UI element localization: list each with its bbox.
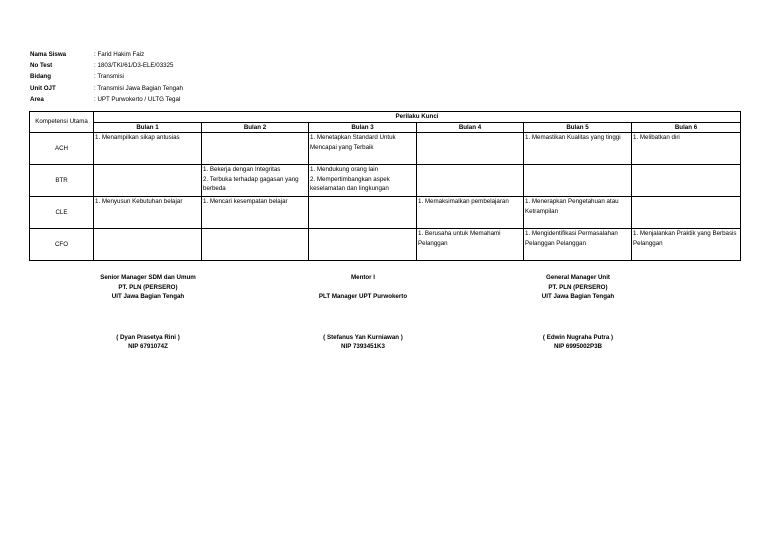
month-header: Bulan 5 [524,122,632,133]
signature-title: Senior Manager SDM dan Umum [100,274,196,281]
table-cell: 1. Mendukung orang lain 2. Mempertimbangkan aspek keselamatan dan lingkungan [309,165,417,197]
competency-header: Kompetensi Utama [30,112,94,133]
info-value: : 1803/TKI/61/D3-ELE/03325 [94,62,174,70]
signature-nip: NIP 7393451K3 [341,343,385,350]
signature-org [275,283,451,293]
table-cell [94,165,202,197]
month-header: Bulan 2 [202,122,309,133]
info-value: : Transmisi Jawa Bagian Tengah [94,84,183,92]
signature-name: ( Stefanus Yan Kurniawan ) [323,334,403,341]
table-cell [632,197,741,229]
signature-title: General Manager Unit [546,274,610,281]
competency-table [29,111,741,261]
table-cell [202,133,309,165]
table-row [30,133,741,165]
table-cell [417,165,524,197]
table-cell [309,197,417,229]
table-cell [309,229,417,261]
info-value: : Farid Hakim Faiz [94,50,145,58]
signature-title: Mentor I [350,274,376,281]
table-cell [417,133,524,165]
competency-code: CLE [30,197,94,229]
competency-code: BTR [30,165,94,197]
info-label: Bidang [30,73,51,81]
signature-name: ( Dyan Prasetya Rini ) [116,334,180,341]
info-label: Unit OJT [30,84,56,92]
table-cell [94,229,202,261]
table-cell: 1. Bekerja dengan Integritas 2. Terbuka terhadap gagasan yang berbeda [202,165,309,197]
info-row-unit [30,83,183,94]
table-cell [524,165,632,197]
signature-unit: UIT Jawa Bagian Tengah [111,293,185,301]
info-row-name [30,49,183,60]
month-header: Bulan 1 [94,122,202,133]
signature-block-sdm [60,273,236,350]
table-cell: 1. Mencari kesempatan belajar [202,197,309,229]
competency-code: CFO [30,229,94,261]
signature-nip: NIP 6995002P3B [553,343,603,350]
table-cell: 1. Melibatkan diri [632,133,741,165]
signature-nip: NIP 6791074Z [128,343,168,350]
table-cell: 1. Menampilkan sikap antusias [94,133,202,165]
table-cell: 1. Memaksimalkan pembelajaran [417,197,524,229]
info-label: No Test [30,62,53,70]
month-header: Bulan 3 [309,122,417,133]
info-row-area [30,94,183,105]
signature-unit: UIT Jawa Bagian Tengah [541,293,615,301]
info-row-test [30,60,183,71]
table-row [30,197,741,229]
table-cell: 1. Menjalankan Praktik yang Berbasis Pelanggan [632,229,741,261]
table-row [30,229,741,261]
info-value: : Transmisi [94,73,124,81]
table-cell: 1. Menerapkan Pengetahuan atau Ketrampilan [524,197,632,229]
table-cell [632,165,741,197]
competency-code: ACH [30,133,94,165]
signature-block-gm [490,273,666,350]
key-behavior-header: Perilaku Kunci [94,112,741,123]
table-cell: 1. Berusaha untuk Memahami Pelanggan [417,229,524,261]
signature-unit: PLT Manager UPT Purwokerto [318,293,408,301]
table-cell [202,229,309,261]
info-label: Area [30,95,44,103]
month-header: Bulan 4 [417,122,524,133]
table-cell: 1. Mengidentifikasi Permasalahan Pelanggan Pelanggan [524,229,632,261]
table-row [30,165,741,197]
signature-org: PT. PLN (PERSERO) [548,283,608,291]
month-header: Bulan 6 [632,122,741,133]
table-cell: 1. Menyusun Kebutuhan belajar [94,197,202,229]
info-label: Nama Siswa [30,50,67,58]
info-value: : UPT Purwokerto / ULTG Tegal [94,95,181,103]
info-row-field [30,72,183,83]
signature-name: ( Edwin Nugraha Putra ) [542,334,614,341]
student-info [30,49,183,105]
table-cell: 1. Menetapkan Standard Untuk Mencapai yang Terbaik [309,133,417,165]
table-cell: 1. Memastikan Kualitas yang tinggi [524,133,632,165]
signature-block-mentor [275,273,451,350]
signature-org: PT. PLN (PERSERO) [118,283,178,291]
